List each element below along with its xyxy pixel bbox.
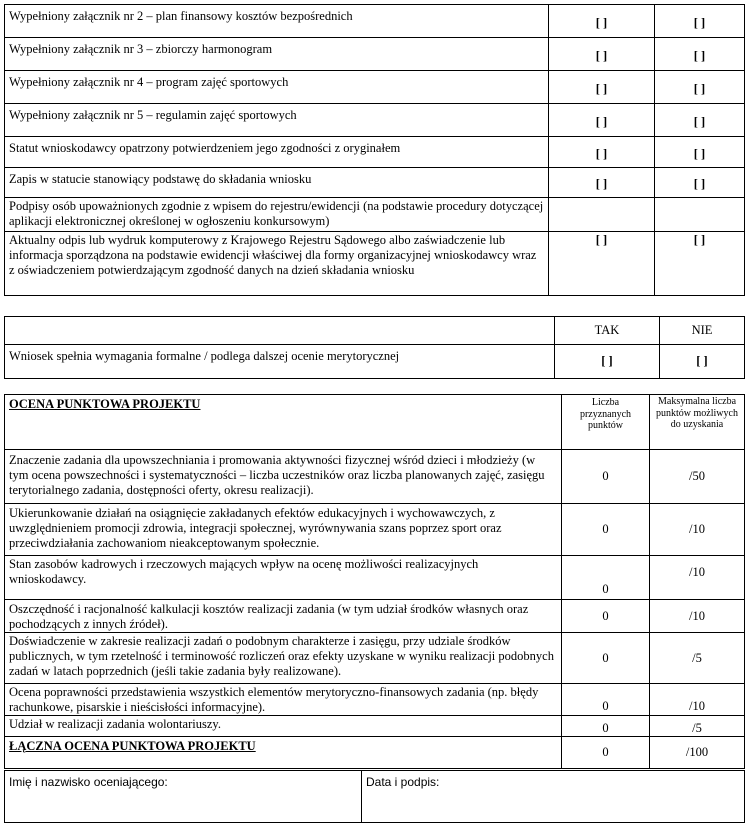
nie-checkbox[interactable]: [ ] bbox=[655, 232, 745, 296]
checklist-row bbox=[5, 5, 745, 38]
awarded-points[interactable]: 0 bbox=[562, 716, 650, 737]
nie-checkbox[interactable]: [ ] bbox=[655, 5, 745, 38]
checklist-row bbox=[5, 198, 745, 232]
formal-header-blank bbox=[5, 317, 555, 345]
criterion-label: Znaczenie zadania dla upowszechniania i promowania aktywności fizycznej wśród dzieci i młodzieży (w tym ocena powszechności i systematyczności – liczba uczestników oraz liczba planowanych zajęć, zasięgu terytorialnego zadania, dostępności oferty, okresu realizacji). bbox=[5, 450, 562, 504]
tak-checkbox[interactable]: [ ] bbox=[549, 5, 655, 38]
tak-checkbox[interactable]: [ ] bbox=[549, 38, 655, 71]
criterion-label: Udział w realizacji zadania wolontariuszy. bbox=[5, 716, 562, 737]
checklist-row bbox=[5, 104, 745, 137]
scoring-row bbox=[5, 556, 745, 600]
total-max-points: /100 bbox=[650, 737, 745, 769]
checklist-label: Zapis w statucie stanowiący podstawę do składania wniosku bbox=[5, 168, 549, 198]
checklist-label: Wypełniony załącznik nr 5 – regulamin zajęć sportowych bbox=[5, 104, 549, 137]
formal-nie-checkbox[interactable]: [ ] bbox=[660, 345, 745, 379]
max-points-header: Maksymalna liczba punktów możliwych do uzyskania bbox=[650, 395, 745, 450]
awarded-points[interactable]: 0 bbox=[562, 504, 650, 556]
scoring-row bbox=[5, 684, 745, 716]
tak-column-header: TAK bbox=[555, 317, 660, 345]
tak-checkbox[interactable]: [ ] bbox=[549, 71, 655, 104]
criterion-label: Stan zasobów kadrowych i rzeczowych mających wpływ na ocenę możliwości realizacyjnych wnioskodawcy. bbox=[5, 556, 562, 600]
criterion-label: Oszczędność i racjonalność kalkulacji kosztów realizacji zadania (w tym udział środków własnych oraz pochodzących z innych źródeł). bbox=[5, 600, 562, 633]
nie-column-header: NIE bbox=[660, 317, 745, 345]
nie-checkbox[interactable]: [ ] bbox=[655, 71, 745, 104]
criterion-label: Ocena poprawności przedstawienia wszystkich elementów merytoryczno-finansowych zadania (np. błędy rachunkowe, pisarskie i nieścisłości informacyjne). bbox=[5, 684, 562, 716]
formal-verdict-label: Wniosek spełnia wymagania formalne / podlega dalszej ocenie merytorycznej bbox=[5, 345, 555, 379]
checklist-label: Statut wnioskodawcy opatrzony potwierdzeniem jego zgodności z oryginałem bbox=[5, 137, 549, 168]
signature-table bbox=[4, 770, 745, 823]
max-points: /10 bbox=[650, 684, 745, 716]
tak-checkbox[interactable]: [ ] bbox=[549, 232, 655, 296]
scoring-row bbox=[5, 600, 745, 633]
max-points: /10 bbox=[650, 600, 745, 633]
criterion-label: Ukierunkowanie działań na osiągnięcie zakładanych efektów edukacyjnych i wychowawczych, z uwzględnieniem promocji zdrowia, integracji społecznej, wyrównywania szans poprzez sport oraz przeciwdziałania zachowaniom nieakceptowanym społecznie. bbox=[5, 504, 562, 556]
checklist-label: Aktualny odpis lub wydruk komputerowy z Krajowego Rejestru Sądowego albo zaświadczenie lub informacja sporządzona na podstawie ewidencji właściwej dla formy organizacyjnej wnioskodawcy wraz z oświadczeniem potwierdzającym zgodność danych na dzień składania wniosku bbox=[5, 232, 549, 296]
nie-checkbox[interactable]: [ ] bbox=[655, 137, 745, 168]
awarded-points[interactable]: 0 bbox=[562, 556, 650, 600]
formal-tak-checkbox[interactable]: [ ] bbox=[555, 345, 660, 379]
checklist-row bbox=[5, 137, 745, 168]
scoring-row bbox=[5, 633, 745, 684]
awarded-points[interactable]: 0 bbox=[562, 450, 650, 504]
max-points: /50 bbox=[650, 450, 745, 504]
checklist-label: Podpisy osób upoważnionych zgodnie z wpisem do rejestru/ewidencji (na podstawie procedury dotyczącej aplikacji elektronicznej określonej w ogłoszeniu konkursowym) bbox=[5, 198, 549, 232]
total-label: ŁĄCZNA OCENA PUNKTOWA PROJEKTU bbox=[9, 739, 256, 753]
scoring-row bbox=[5, 450, 745, 504]
tak-checkbox[interactable]: [ ] bbox=[549, 104, 655, 137]
awarded-points-header: Liczba przyznanych punktów bbox=[562, 395, 650, 450]
total-awarded-points[interactable]: 0 bbox=[562, 737, 650, 769]
attachments-checklist-table bbox=[4, 4, 745, 296]
checklist-row bbox=[5, 38, 745, 71]
tak-checkbox[interactable]: [ ] bbox=[549, 168, 655, 198]
checklist-label: Wypełniony załącznik nr 2 – plan finansowy kosztów bezpośrednich bbox=[5, 5, 549, 38]
nie-checkbox[interactable]: [ ] bbox=[655, 168, 745, 198]
criterion-label: Doświadczenie w zakresie realizacji zadań o podobnym charakterze i zasięgu, przy udziale środków publicznych, w tym rzetelność i terminowość rozliczeń oraz efekty uzyskane w wyniku realizacji podobnych zadań w latach poprzednich (jeśli takie zadania były realizowane). bbox=[5, 633, 562, 684]
nie-checkbox[interactable]: [ ] bbox=[655, 38, 745, 71]
evaluator-name-field[interactable]: Imię i nazwisko oceniającego: bbox=[5, 771, 362, 823]
awarded-points[interactable]: 0 bbox=[562, 684, 650, 716]
checklist-row bbox=[5, 232, 745, 296]
scoring-title: OCENA PUNKTOWA PROJEKTU bbox=[9, 397, 201, 411]
max-points: /10 bbox=[650, 556, 745, 600]
checklist-row bbox=[5, 168, 745, 198]
scoring-table bbox=[4, 394, 745, 769]
scoring-row bbox=[5, 716, 745, 737]
scoring-row bbox=[5, 504, 745, 556]
max-points: /10 bbox=[650, 504, 745, 556]
awarded-points[interactable]: 0 bbox=[562, 633, 650, 684]
checklist-label: Wypełniony załącznik nr 4 – program zajęć sportowych bbox=[5, 71, 549, 104]
max-points: /5 bbox=[650, 716, 745, 737]
formal-assessment-table bbox=[4, 316, 745, 379]
date-signature-field[interactable]: Data i podpis: bbox=[362, 771, 745, 823]
max-points: /5 bbox=[650, 633, 745, 684]
awarded-points[interactable]: 0 bbox=[562, 600, 650, 633]
total-row bbox=[5, 737, 745, 769]
nie-checkbox[interactable]: [ ] bbox=[655, 104, 745, 137]
checklist-label: Wypełniony załącznik nr 3 – zbiorczy harmonogram bbox=[5, 38, 549, 71]
tak-checkbox[interactable]: [ ] bbox=[549, 137, 655, 168]
checklist-row bbox=[5, 71, 745, 104]
tak-checkbox[interactable] bbox=[549, 198, 655, 232]
nie-checkbox[interactable] bbox=[655, 198, 745, 232]
